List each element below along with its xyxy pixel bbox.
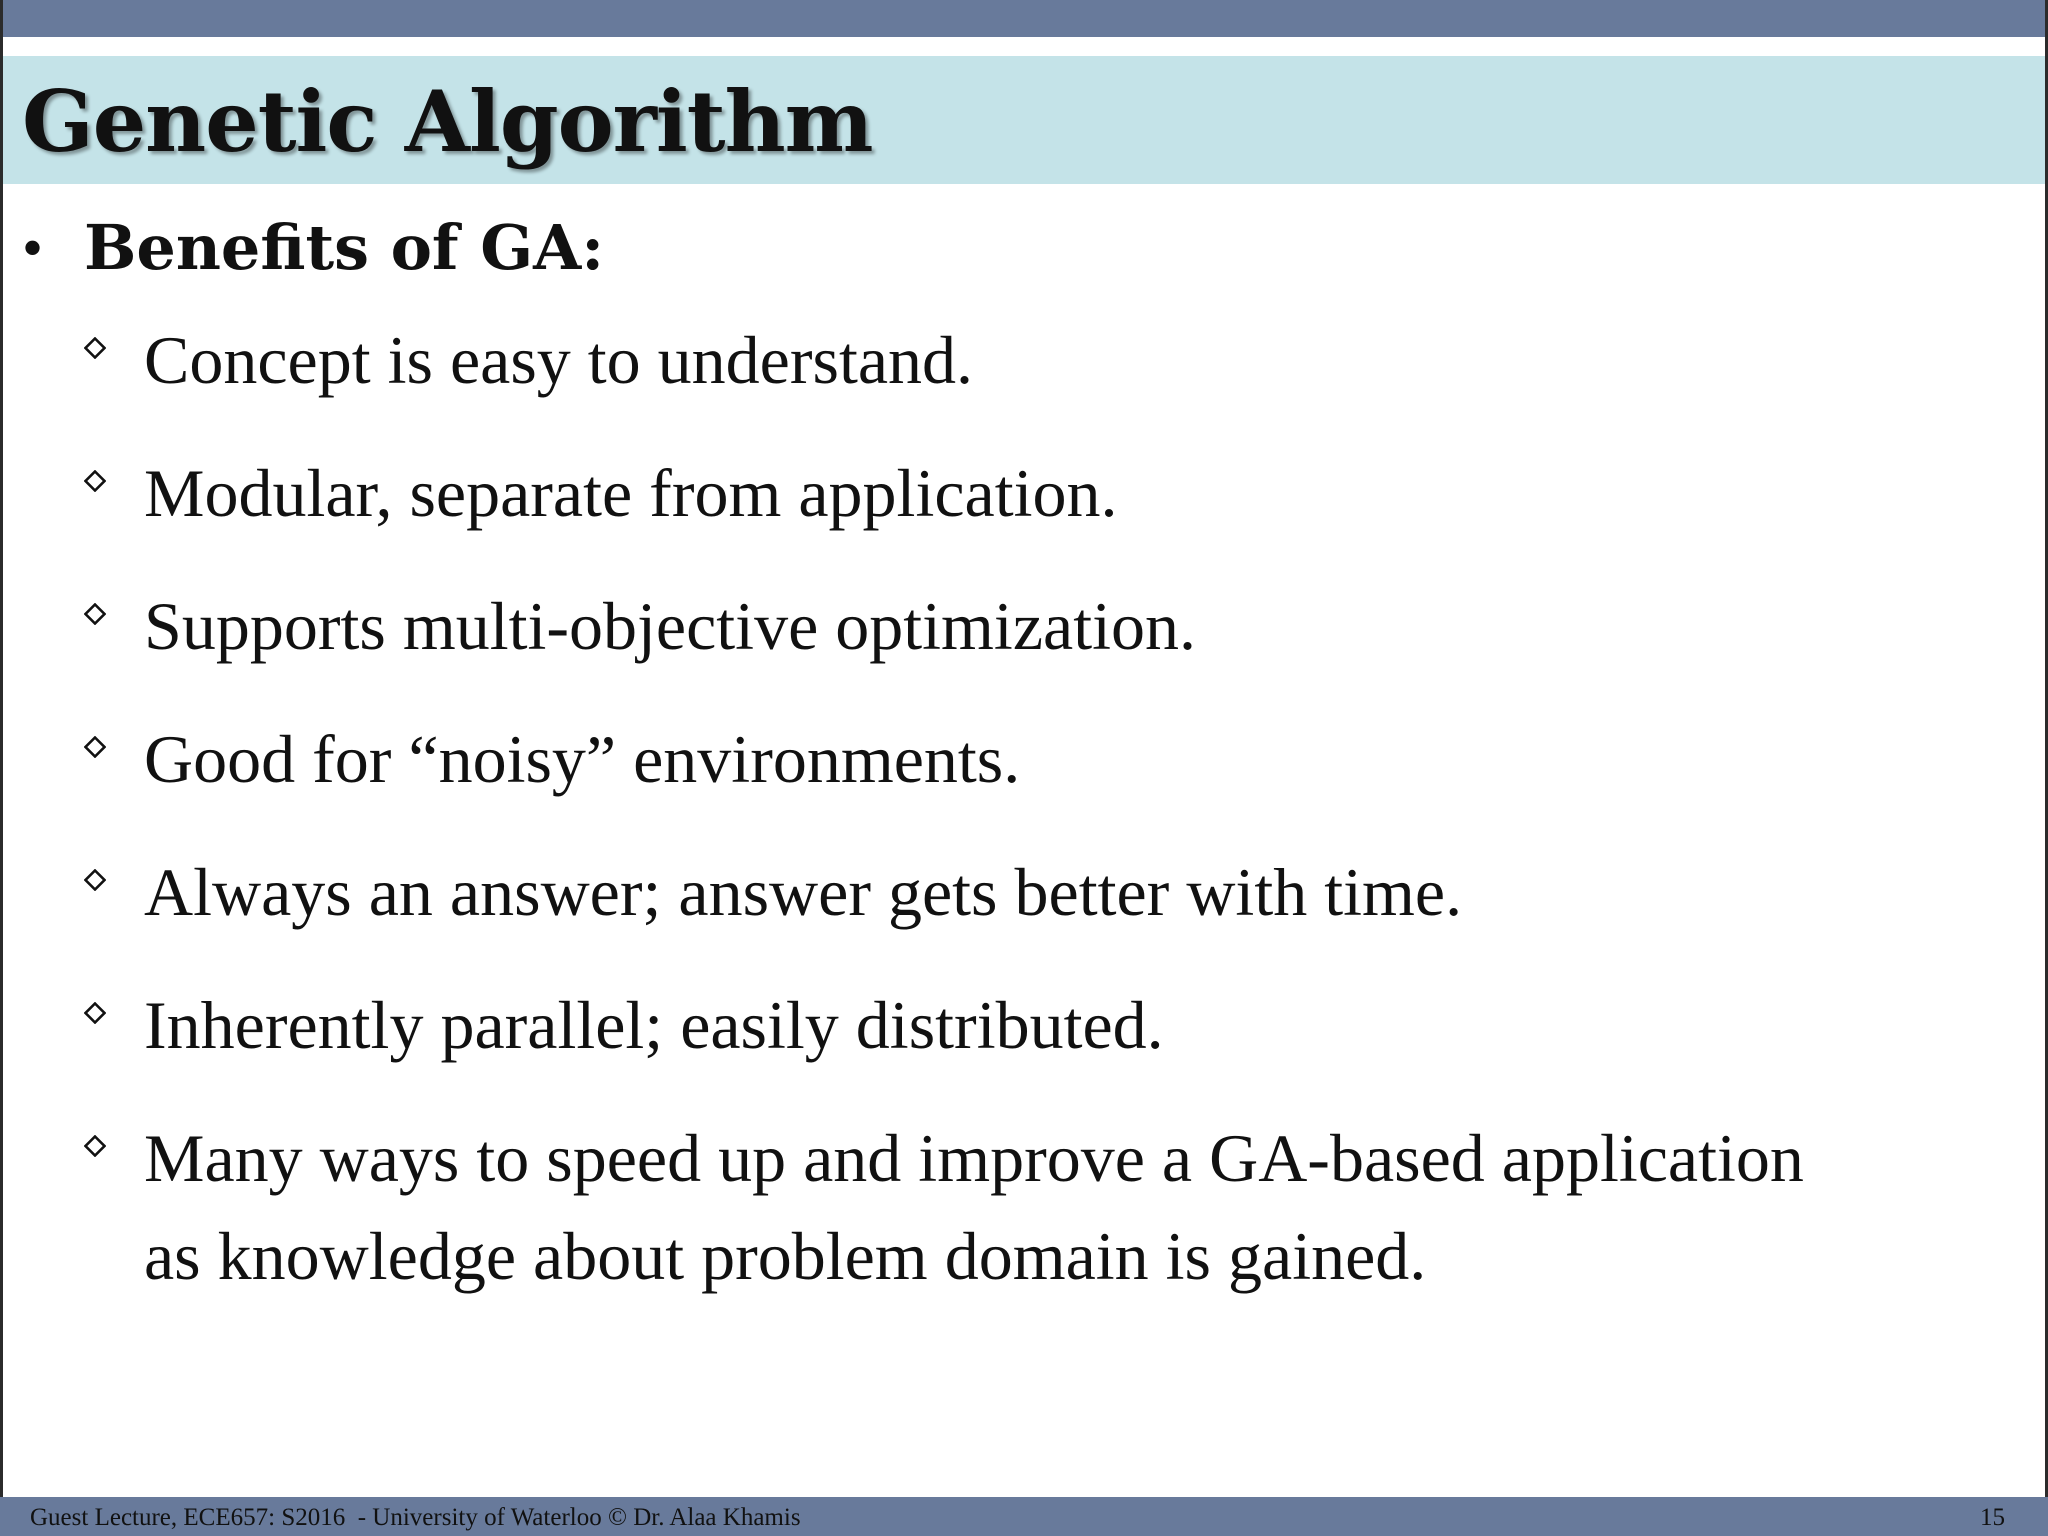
footer-text: Guest Lecture, ECE657: S2016 - University of Waterloo © Dr. Alaa Khamis: [30, 1504, 801, 1531]
list-item-text: [144, 577, 2034, 675]
list-item-line: Always an answer; answer gets better with time.: [144, 854, 1463, 930]
list-item-line: Inherently parallel; easily distributed.: [144, 987, 1164, 1063]
hollow-diamond-icon: [84, 736, 106, 758]
hollow-diamond-icon: [84, 470, 106, 492]
slide-title: Genetic Algorithm: [22, 72, 873, 171]
page-number: 15: [1980, 1504, 2005, 1531]
list-item-line: Modular, separate from application.: [144, 455, 1118, 531]
list-item-text: [144, 444, 2034, 542]
top-bar: [0, 0, 2048, 37]
hollow-diamond-icon: [84, 1135, 106, 1157]
hollow-diamond-icon: [84, 1002, 106, 1024]
list-item-line: Many ways to speed up and improve a GA-based application: [144, 1120, 1804, 1196]
bullet-dot-icon: •: [22, 215, 44, 281]
section-heading-text: Benefits of GA:: [84, 211, 605, 284]
list-item-line: Supports multi-objective optimization.: [144, 588, 1196, 664]
list-item-text: [144, 976, 2034, 1074]
list-item-line: as knowledge about problem domain is gained.: [144, 1218, 1427, 1294]
list-item-text: [144, 1109, 2034, 1305]
list-item-line: Concept is easy to understand.: [144, 322, 974, 398]
hollow-diamond-icon: [84, 603, 106, 625]
hollow-diamond-icon: [84, 869, 106, 891]
list-item-text: [144, 843, 2034, 941]
slide-border-left: [0, 0, 3, 1536]
hollow-diamond-icon: [84, 337, 106, 359]
list-item-line: Good for “noisy” environments.: [144, 721, 1021, 797]
list-item-text: [144, 710, 2034, 808]
list-item-text: [144, 311, 2034, 409]
footer-bar: [0, 1497, 2048, 1536]
